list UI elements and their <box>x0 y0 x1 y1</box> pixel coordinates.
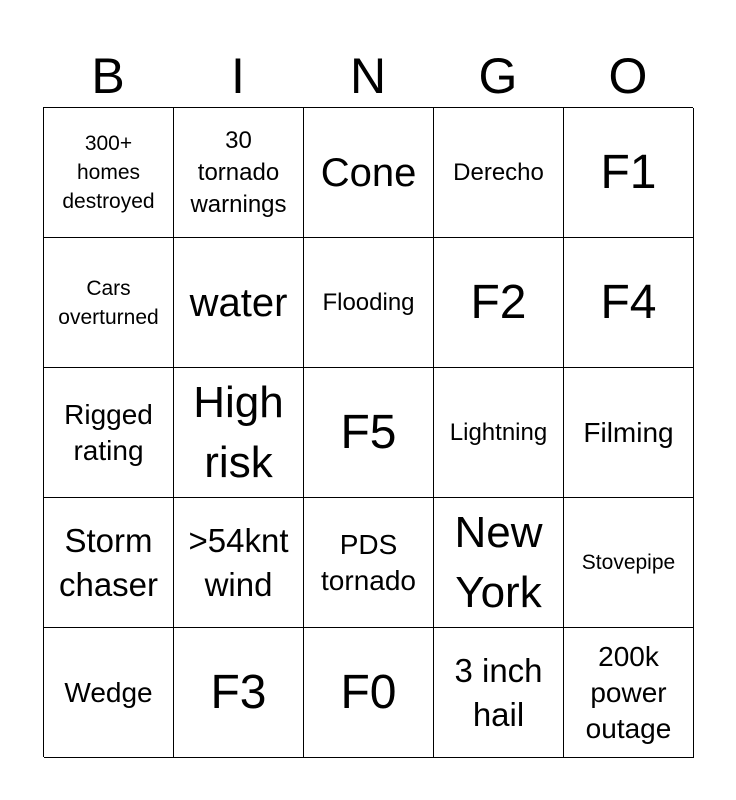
bingo-cell[interactable] <box>174 628 304 758</box>
bingo-cell[interactable] <box>44 238 174 368</box>
bingo-cell-text: Storm chaser <box>58 521 159 603</box>
bingo-cell[interactable] <box>44 368 174 498</box>
bingo-card-grid <box>43 107 693 757</box>
bingo-cell[interactable] <box>174 368 304 498</box>
bingo-cell[interactable] <box>434 108 564 238</box>
bingo-cell-text: Cone <box>320 150 417 195</box>
bingo-cell[interactable] <box>564 368 694 498</box>
bingo-cell-text: F2 <box>470 275 527 329</box>
bingo-cell-text: F3 <box>210 665 267 719</box>
bingo-cell-text: F5 <box>340 405 397 459</box>
bingo-cell-text: 30 tornado warnings <box>190 126 287 218</box>
header-letter-n: N <box>349 48 387 104</box>
bingo-cell-text: Filming <box>583 416 674 448</box>
bingo-cell[interactable] <box>44 498 174 628</box>
header-letter-b: B <box>91 48 125 104</box>
bingo-cell-text: Lightning <box>449 418 548 446</box>
bingo-cell[interactable] <box>564 628 694 758</box>
bingo-cell[interactable] <box>434 368 564 498</box>
bingo-cell-text: water <box>189 280 288 325</box>
bingo-cell[interactable] <box>44 628 174 758</box>
bingo-cell-text: F0 <box>340 665 397 719</box>
header-letter-g: G <box>478 48 518 104</box>
bingo-cell[interactable] <box>564 498 694 628</box>
bingo-cell-text: High risk <box>193 377 284 487</box>
bingo-cell[interactable] <box>564 108 694 238</box>
bingo-cell[interactable] <box>304 108 434 238</box>
bingo-cell-text: 3 inch hail <box>454 651 543 733</box>
bingo-header <box>43 44 693 108</box>
bingo-cell-text: Stovepipe <box>581 551 676 574</box>
bingo-cell[interactable] <box>434 238 564 368</box>
header-letter-i: I <box>231 48 245 104</box>
bingo-cell-text: Derecho <box>453 158 544 186</box>
bingo-cell[interactable] <box>174 498 304 628</box>
bingo-cell[interactable] <box>44 108 174 238</box>
bingo-cell-text: F1 <box>600 145 657 199</box>
bingo-cell-text: 300+ homes destroyed <box>62 132 155 213</box>
bingo-cell[interactable] <box>174 108 304 238</box>
bingo-cell-text: Rigged rating <box>64 398 153 466</box>
bingo-cell[interactable] <box>434 498 564 628</box>
bingo-cell[interactable] <box>304 368 434 498</box>
bingo-cell[interactable] <box>304 498 434 628</box>
bingo-cell-text: F4 <box>600 275 657 329</box>
bingo-cell-text: >54knt wind <box>188 521 289 603</box>
bingo-cell-text: Wedge <box>64 676 153 708</box>
bingo-cell[interactable] <box>564 238 694 368</box>
bingo-cell[interactable] <box>304 238 434 368</box>
bingo-cell-text: PDS tornado <box>321 528 416 596</box>
bingo-cell-text: Cars overturned <box>58 276 159 329</box>
bingo-cell[interactable] <box>304 628 434 758</box>
bingo-cell[interactable] <box>174 238 304 368</box>
bingo-cell-text: Flooding <box>322 288 415 316</box>
header-letter-o: O <box>608 48 648 104</box>
bingo-cell-text: New York <box>454 507 543 617</box>
bingo-cell-text: 200k power outage <box>585 640 672 744</box>
bingo-cell[interactable] <box>434 628 564 758</box>
